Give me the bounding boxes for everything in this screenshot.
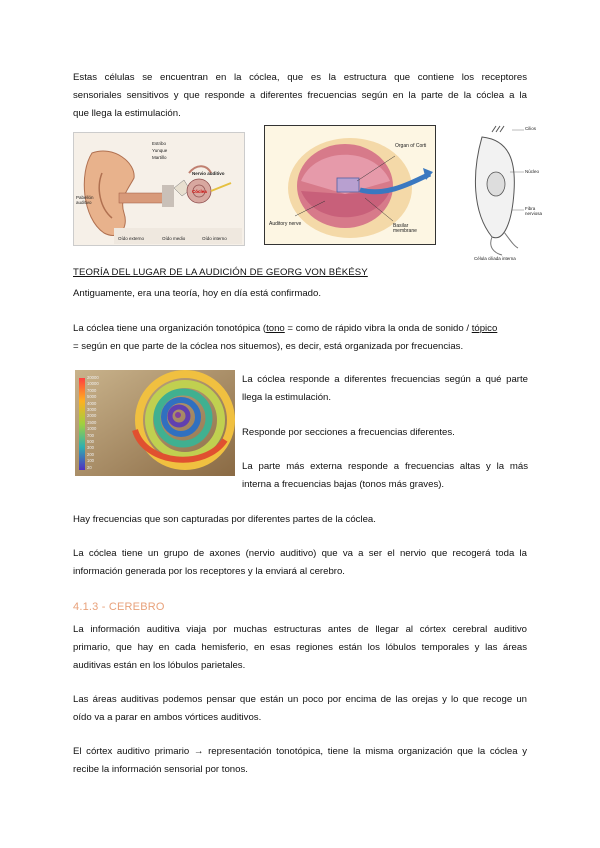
scale-tick: 10000 — [87, 381, 99, 387]
label-cilios: Cilios — [525, 126, 537, 131]
scale-tick: 1500 — [87, 419, 97, 425]
frequency-scale — [87, 375, 99, 471]
scale-tick: 100 — [87, 458, 94, 464]
term-topico: tópico — [471, 323, 498, 334]
label-nucleo: Núcleo — [525, 169, 540, 174]
cerebro-paragraph-2-line-1: Las áreas auditivas podemos pensar que están un poco por encima de las orejas y lo que recoge un — [73, 694, 527, 705]
label-basilar-membrane: Basilar membrane — [393, 223, 417, 234]
intro-line-2: sensoriales sensitivos y que responde a diferentes frecuencias según en la parte de la cóclea a la — [73, 90, 527, 101]
label-oido-medio: Oído medio — [162, 236, 186, 241]
bekesy-paragraph-1: Antiguamente, era una teoría, hoy en día está confirmado. — [73, 288, 321, 299]
label-martillo: Martillo — [152, 155, 167, 160]
label-auditory-nerve: Auditory nerve — [269, 221, 302, 227]
label-estribo: Estribo — [152, 141, 167, 146]
label-pabellon: Pabellón auditivo — [76, 195, 94, 205]
side-text-1-line-2: llega la estimulación. — [242, 392, 332, 403]
label-coclea: Cóclea — [192, 189, 207, 194]
side-text-1-line-1: La cóclea responde a diferentes frecuencias según a qué parte — [242, 374, 528, 385]
section-title-cerebro: 4.1.3 - CEREBRO — [73, 601, 165, 613]
scale-tick: 4000 — [87, 400, 97, 406]
label-fibra-nerviosa: Fibra nerviosa — [525, 206, 543, 216]
tonotopic-cochlea-figure — [75, 370, 235, 476]
side-text-3-line-1: La parte más externa responde a frecuencias altas y la más — [242, 461, 528, 472]
scale-tick: 7000 — [87, 387, 97, 393]
cerebro-paragraph-1-line-3: auditivas están en los lóbulos parietales. — [73, 660, 246, 671]
cerebro-paragraph-3-line-1: El córtex auditivo primario → representación tonotópica, tiene la misma organización que la cóclea y — [73, 746, 527, 757]
cerebro-paragraph-1-line-2: primario, que hay en cada hemisferio, en esas regiones están los lóbulos temporales y las áreas — [73, 642, 527, 653]
scale-tick: 1000 — [87, 426, 97, 432]
cerebro-paragraph-1-line-1: La información auditiva viaja por muchas estructuras antes de llegar al córtex cerebral auditivo — [73, 624, 527, 635]
label-celula-ciliada: Célula ciliada interna — [474, 256, 516, 261]
label-oido-externo: Oído externo — [118, 236, 145, 241]
hair-cell-illustration — [452, 122, 544, 264]
body-paragraph-3: Hay frecuencias que son capturadas por diferentes partes de la cóclea. — [73, 514, 376, 525]
body-paragraph-4-line-1: La cóclea tiene un grupo de axones (nervio auditivo) que va a ser el nervio que recogerá toda la — [73, 548, 527, 559]
bekesy-paragraph-2-line-2: = según en que parte de la cóclea nos situemos), es decir, está organizada por frecuencias. — [73, 341, 464, 352]
bekesy-text-a: La cóclea tiene una organización tonotópica ( — [73, 323, 267, 334]
scale-tick: 500 — [87, 439, 94, 445]
bekesy-paragraph-2-line-1 — [73, 320, 527, 339]
intro-line-1: Estas células se encuentran en la cóclea, que es la estructura que contiene los receptores — [73, 72, 527, 83]
label-yunque: Yunque — [152, 148, 168, 153]
body-paragraph-4-line-2: información generada por los receptores y la enviará al cerebro. — [73, 566, 345, 577]
side-text-2: Responde por secciones a frecuencias diferentes. — [242, 427, 455, 438]
label-nervio-auditivo: Nervio auditivo — [192, 171, 225, 176]
cerebro-paragraph-2-line-2: oído va a parar en ambos vórtices auditivos. — [73, 712, 262, 723]
label-oido-interno: Oído interno — [202, 236, 227, 241]
scale-tick: 2000 — [87, 413, 97, 419]
section-title-bekesy: TEORÍA DEL LUGAR DE LA AUDICIÓN DE GEORG VON BÉKÉSY — [73, 267, 368, 278]
scale-tick: 20 — [87, 464, 92, 470]
scale-tick: 5000 — [87, 394, 97, 400]
scale-tick: 200 — [87, 451, 94, 457]
ear-anatomy-figure — [73, 132, 245, 246]
label-organ-of-corti: Organ of Corti — [395, 143, 427, 149]
tonotopic-spiral-illustration — [75, 370, 235, 476]
scale-tick: 700 — [87, 432, 94, 438]
scale-tick: 20000 — [87, 375, 99, 380]
scale-tick: 300 — [87, 445, 94, 451]
hair-cell-figure — [452, 122, 544, 264]
scale-tick: 3000 — [87, 407, 97, 413]
side-text-3-line-2: interna a frecuencias bajas (tonos más graves). — [242, 479, 445, 490]
intro-line-3: que llega la estimulación. — [73, 108, 181, 119]
bekesy-text-b: = como de rápido vibra la onda de sonido / — [284, 323, 472, 334]
cochlea-section-figure — [264, 125, 436, 245]
term-tono: tono — [266, 323, 285, 334]
cerebro-paragraph-3-line-2: recibe la información sensorial por tonos. — [73, 764, 248, 775]
